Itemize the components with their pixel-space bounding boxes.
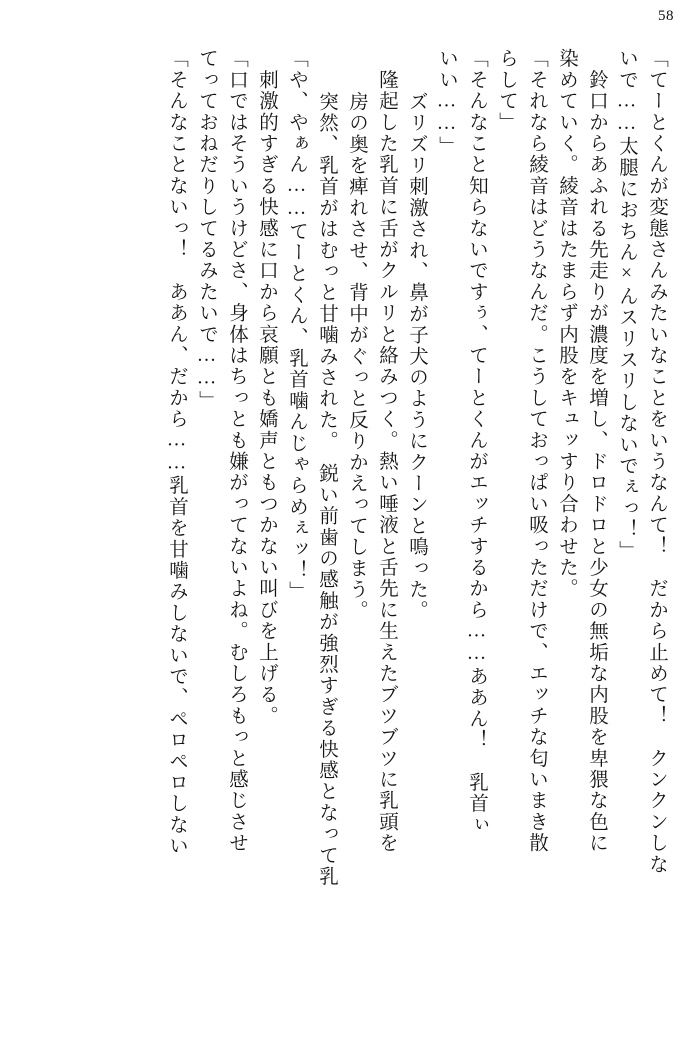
- text-line: 「そんなこと知らないですぅ、てーとくんがエッチするから……ああん！ 乳首ぃ: [466, 48, 487, 836]
- text-line: ズリズリ刺激され、鼻が子犬のようにクーンと鳴った。: [406, 70, 427, 622]
- text-line: 「そんなことないっ！ ああん、だから……乳首を甘噛みしないで、ペロペロしない: [166, 48, 187, 857]
- text-line: 房の奥を痺れさせ、背中がぐっと反りかえってしまう。: [346, 70, 367, 622]
- text-line: らして」: [496, 48, 517, 133]
- vertical-text-body: [42, 48, 666, 1010]
- text-line: いで……太腿におちん×んスリスリしないでぇっ！」: [616, 48, 637, 562]
- text-line: 隆起した乳首に舌がクルリと絡みつく。熱い唾液と舌先に生えたブツブツに乳頭を: [376, 48, 397, 854]
- text-line: いい……」: [436, 48, 457, 157]
- text-line: 染めていく。綾音はたまらず内股をキュッすり合わせた。: [556, 48, 577, 600]
- text-line: 刺激的すぎる快感に口から哀願とも嬌声ともつかない叫びを上げる。: [256, 48, 277, 727]
- text-line: 「口ではそういうけどさ、身体はちっとも嫌がってないよね。むしろもっと感じさせ: [226, 48, 247, 854]
- text-line: てっておねだりしてるみたいで……」: [196, 48, 217, 412]
- text-line: 鈴口からあふれる先走りが濃度を増し、ドロドロと少女の無垢な内股を卑猥な色に: [586, 48, 607, 854]
- text-line: 突然、乳首がはむっと甘噛みされた。 鋭い前歯の感触が強烈すぎる快感となって乳: [316, 70, 337, 888]
- page-number: 58: [658, 8, 674, 24]
- text-line: 「てーとくんが変態さんみたいなことをいうなんて！ だから止めて！ クンクンしな: [646, 48, 667, 875]
- text-line: 「や、やぁん……てーとくん、乳首噛んじゃらめぇッ！」: [286, 48, 307, 603]
- text-line: 「それなら綾音はどうなんだ。こうしておっぱい吸っただけで、エッチな匂いまき散: [526, 48, 547, 854]
